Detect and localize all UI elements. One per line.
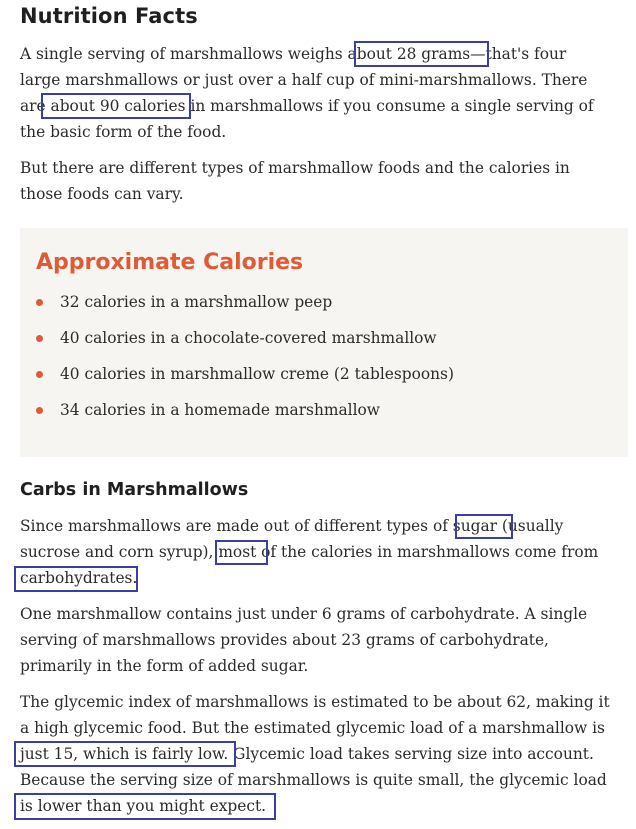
bullet-icon [36,407,43,414]
carbs-paragraph-2 [20,601,632,679]
text-line: One marshmallow contains just under 6 grams of carbohydrate. A single [20,605,588,623]
carbs-paragraph-3 [20,689,632,819]
text-line: But there are different types of marshmallow foods and the calories in [20,159,570,177]
nutrition-paragraph-1 [20,41,632,145]
list-item [36,398,454,434]
text-line: primarily in the form of added sugar. [20,657,309,675]
carbs-paragraph-1 [20,513,632,591]
calories-list [36,290,454,434]
text-line: sucrose and corn syrup), most of the calories in marshmallows come from [20,543,599,561]
carbs-heading: Carbs in Marshmallows [20,480,249,500]
approximate-calories-title: Approximate Calories [36,250,304,275]
text-line: Since marshmallows are made out of different types of sugar (usually [20,517,564,535]
approximate-calories-box [20,228,628,457]
list-item-text: 40 calories in a chocolate-covered marshmallow [60,329,437,347]
bullet-icon [36,335,43,342]
text-line: those foods can vary. [20,185,184,203]
list-item-text: 32 calories in a marshmallow peep [60,293,333,311]
list-item-text: 40 calories in marshmallow creme (2 tablespoons) [60,365,454,383]
text-line: Because the serving size of marshmallows is quite small, the glycemic load [20,771,607,789]
nutrition-paragraph-2 [20,155,632,207]
text-line: large marshmallows or just over a half cup of mini-marshmallows. There [20,71,588,89]
list-item-text: 34 calories in a homemade marshmallow [60,401,380,419]
text-line: a high glycemic food. But the estimated glycemic load of a marshmallow is [20,719,605,737]
text-line: serving of marshmallows provides about 23 grams of carbohydrate, [20,631,549,649]
text-line: is lower than you might expect. [20,797,267,815]
text-line: The glycemic index of marshmallows is estimated to be about 62, making it [20,693,610,711]
text-line: are about 90 calories in marshmallows if you consume a single serving of [20,97,594,115]
list-item [36,326,454,362]
text-line: just 15, which is fairly low. Glycemic load takes serving size into account. [20,745,594,763]
bullet-icon [36,299,43,306]
text-line: carbohydrates. [20,569,138,587]
bullet-icon [36,371,43,378]
text-line: the basic form of the food. [20,123,227,141]
list-item [36,290,454,326]
list-item [36,362,454,398]
text-line: A single serving of marshmallows weighs about 28 grams—that's four [20,45,567,63]
nutrition-facts-heading: Nutrition Facts [20,4,198,28]
